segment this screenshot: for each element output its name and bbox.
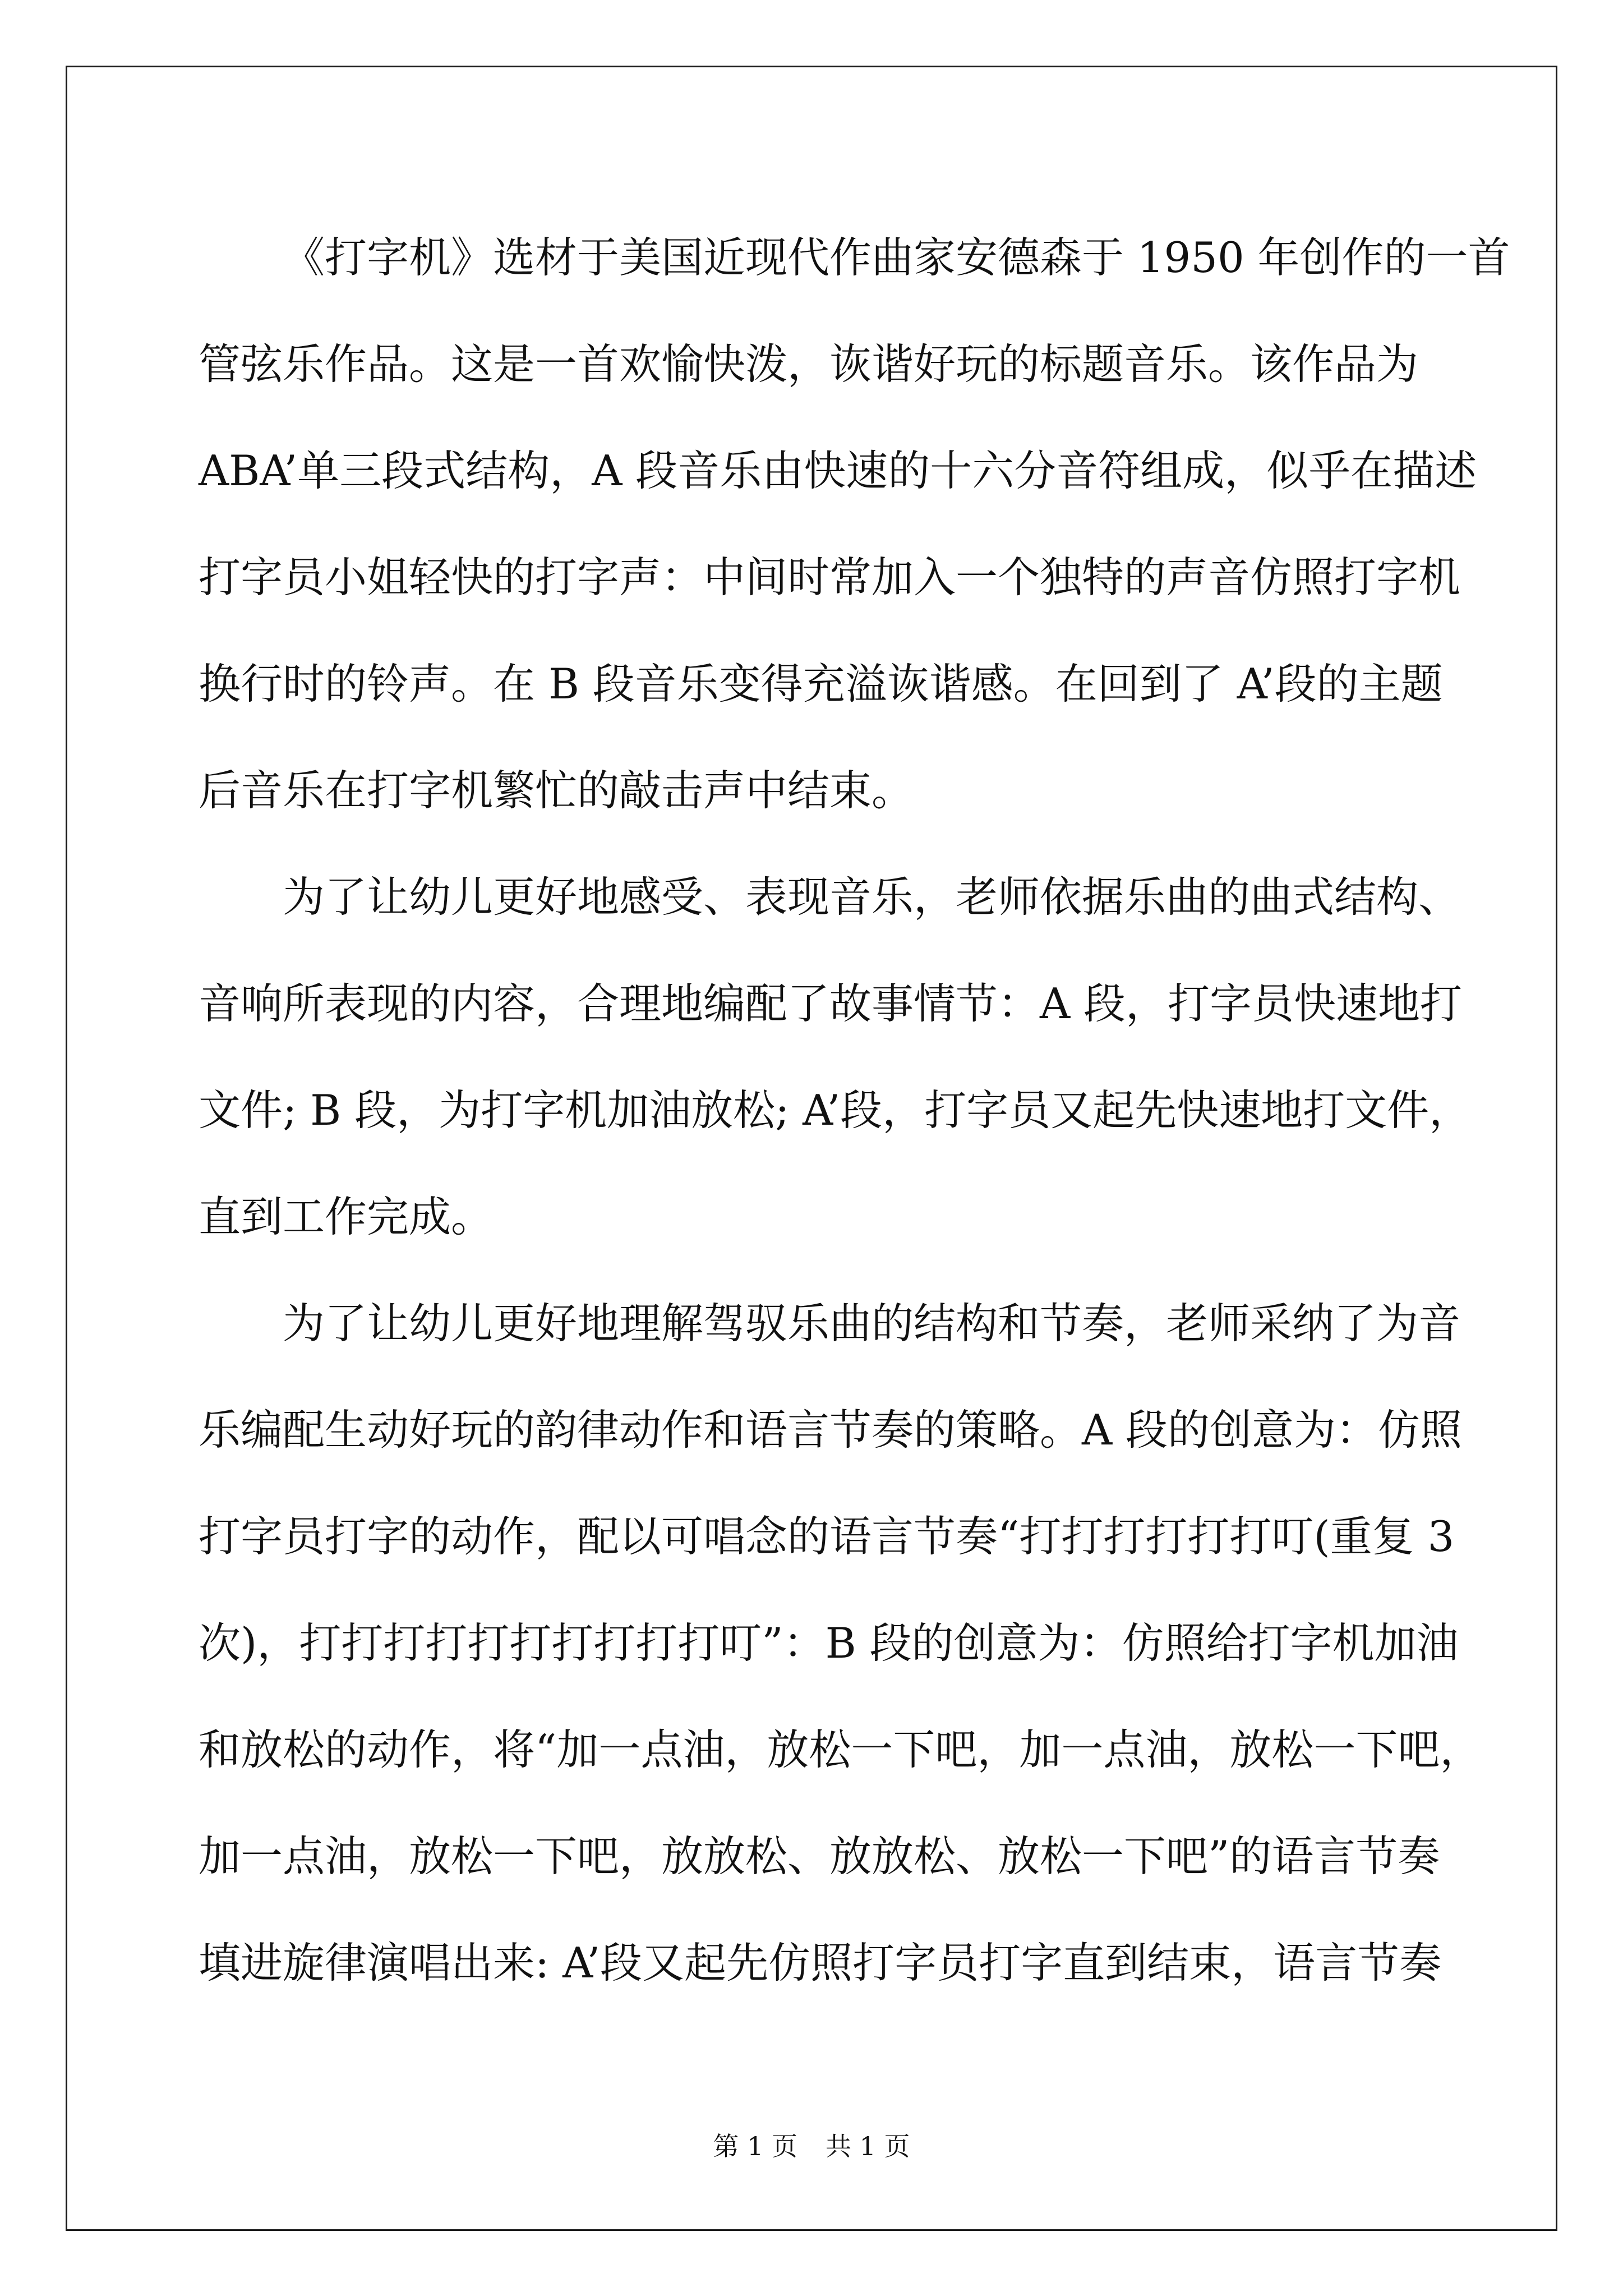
text-line: 为了让幼儿更好地感受、表现音乐，老师依据乐曲的曲式结构、 (283, 872, 1461, 922)
page-total: 共 1 页 (826, 2131, 910, 2161)
text-line: 打字员小姐轻快的打字声：中间时常加入一个独特的声音仿照打字机 (199, 553, 1461, 602)
text-line: 换行时的铃声。在 B 段音乐变得充溢诙谐感。在回到了 A’段的主题 (199, 659, 1443, 708)
page-number: 第 1 页 (713, 2131, 797, 2161)
text-line: 直到工作完成。 (199, 1192, 494, 1241)
text-line: 次)，打打打打打打打打打打叮”：B 段的创意为：仿照给打字机加油 (199, 1618, 1459, 1668)
text-line: 《打字机》选材于美国近现代作曲家安德森于 1950 年创作的一首 (283, 233, 1510, 282)
page-footer (0, 2126, 1623, 2163)
text-line: 为了让幼儿更好地理解驾驭乐曲的结构和节奏，老师采纳了为音 (283, 1299, 1461, 1348)
text-line: 加一点油，放松一下吧，放放松、放放松、放松一下吧”的语言节奏 (199, 1832, 1440, 1881)
text-line: 后音乐在打字机繁忙的敲击声中结束。 (199, 766, 914, 815)
text-line: 和放松的动作，将“加一点油，放松一下吧，加一点油，放松一下吧， (199, 1725, 1482, 1774)
text-line: ABA’单三段式结构，A 段音乐由快速的十六分音符组成，似乎在描述 (199, 446, 1477, 495)
text-line: 填进旋律演唱出来: A’段又起先仿照打字员打字直到结束，语言节奏 (199, 1938, 1442, 1987)
text-line: 乐编配生动好玩的韵律动作和语言节奏的策略。A 段的创意为：仿照 (199, 1405, 1463, 1455)
text-line: 文件; B 段，为打字机加油放松; A’段，打字员又起先快速地打文件， (199, 1085, 1472, 1135)
text-line: 管弦乐作品。这是一首欢愉快泼，诙谐好玩的标题音乐。该作品为 (199, 339, 1419, 389)
text-line: 打字员打字的动作，配以可唱念的语言节奏“打打打打打打叮(重复 3 (199, 1512, 1455, 1561)
document-body (199, 204, 1510, 2016)
text-line: 音响所表现的内容，合理地编配了故事情节：A 段，打字员快速地打 (199, 979, 1463, 1028)
